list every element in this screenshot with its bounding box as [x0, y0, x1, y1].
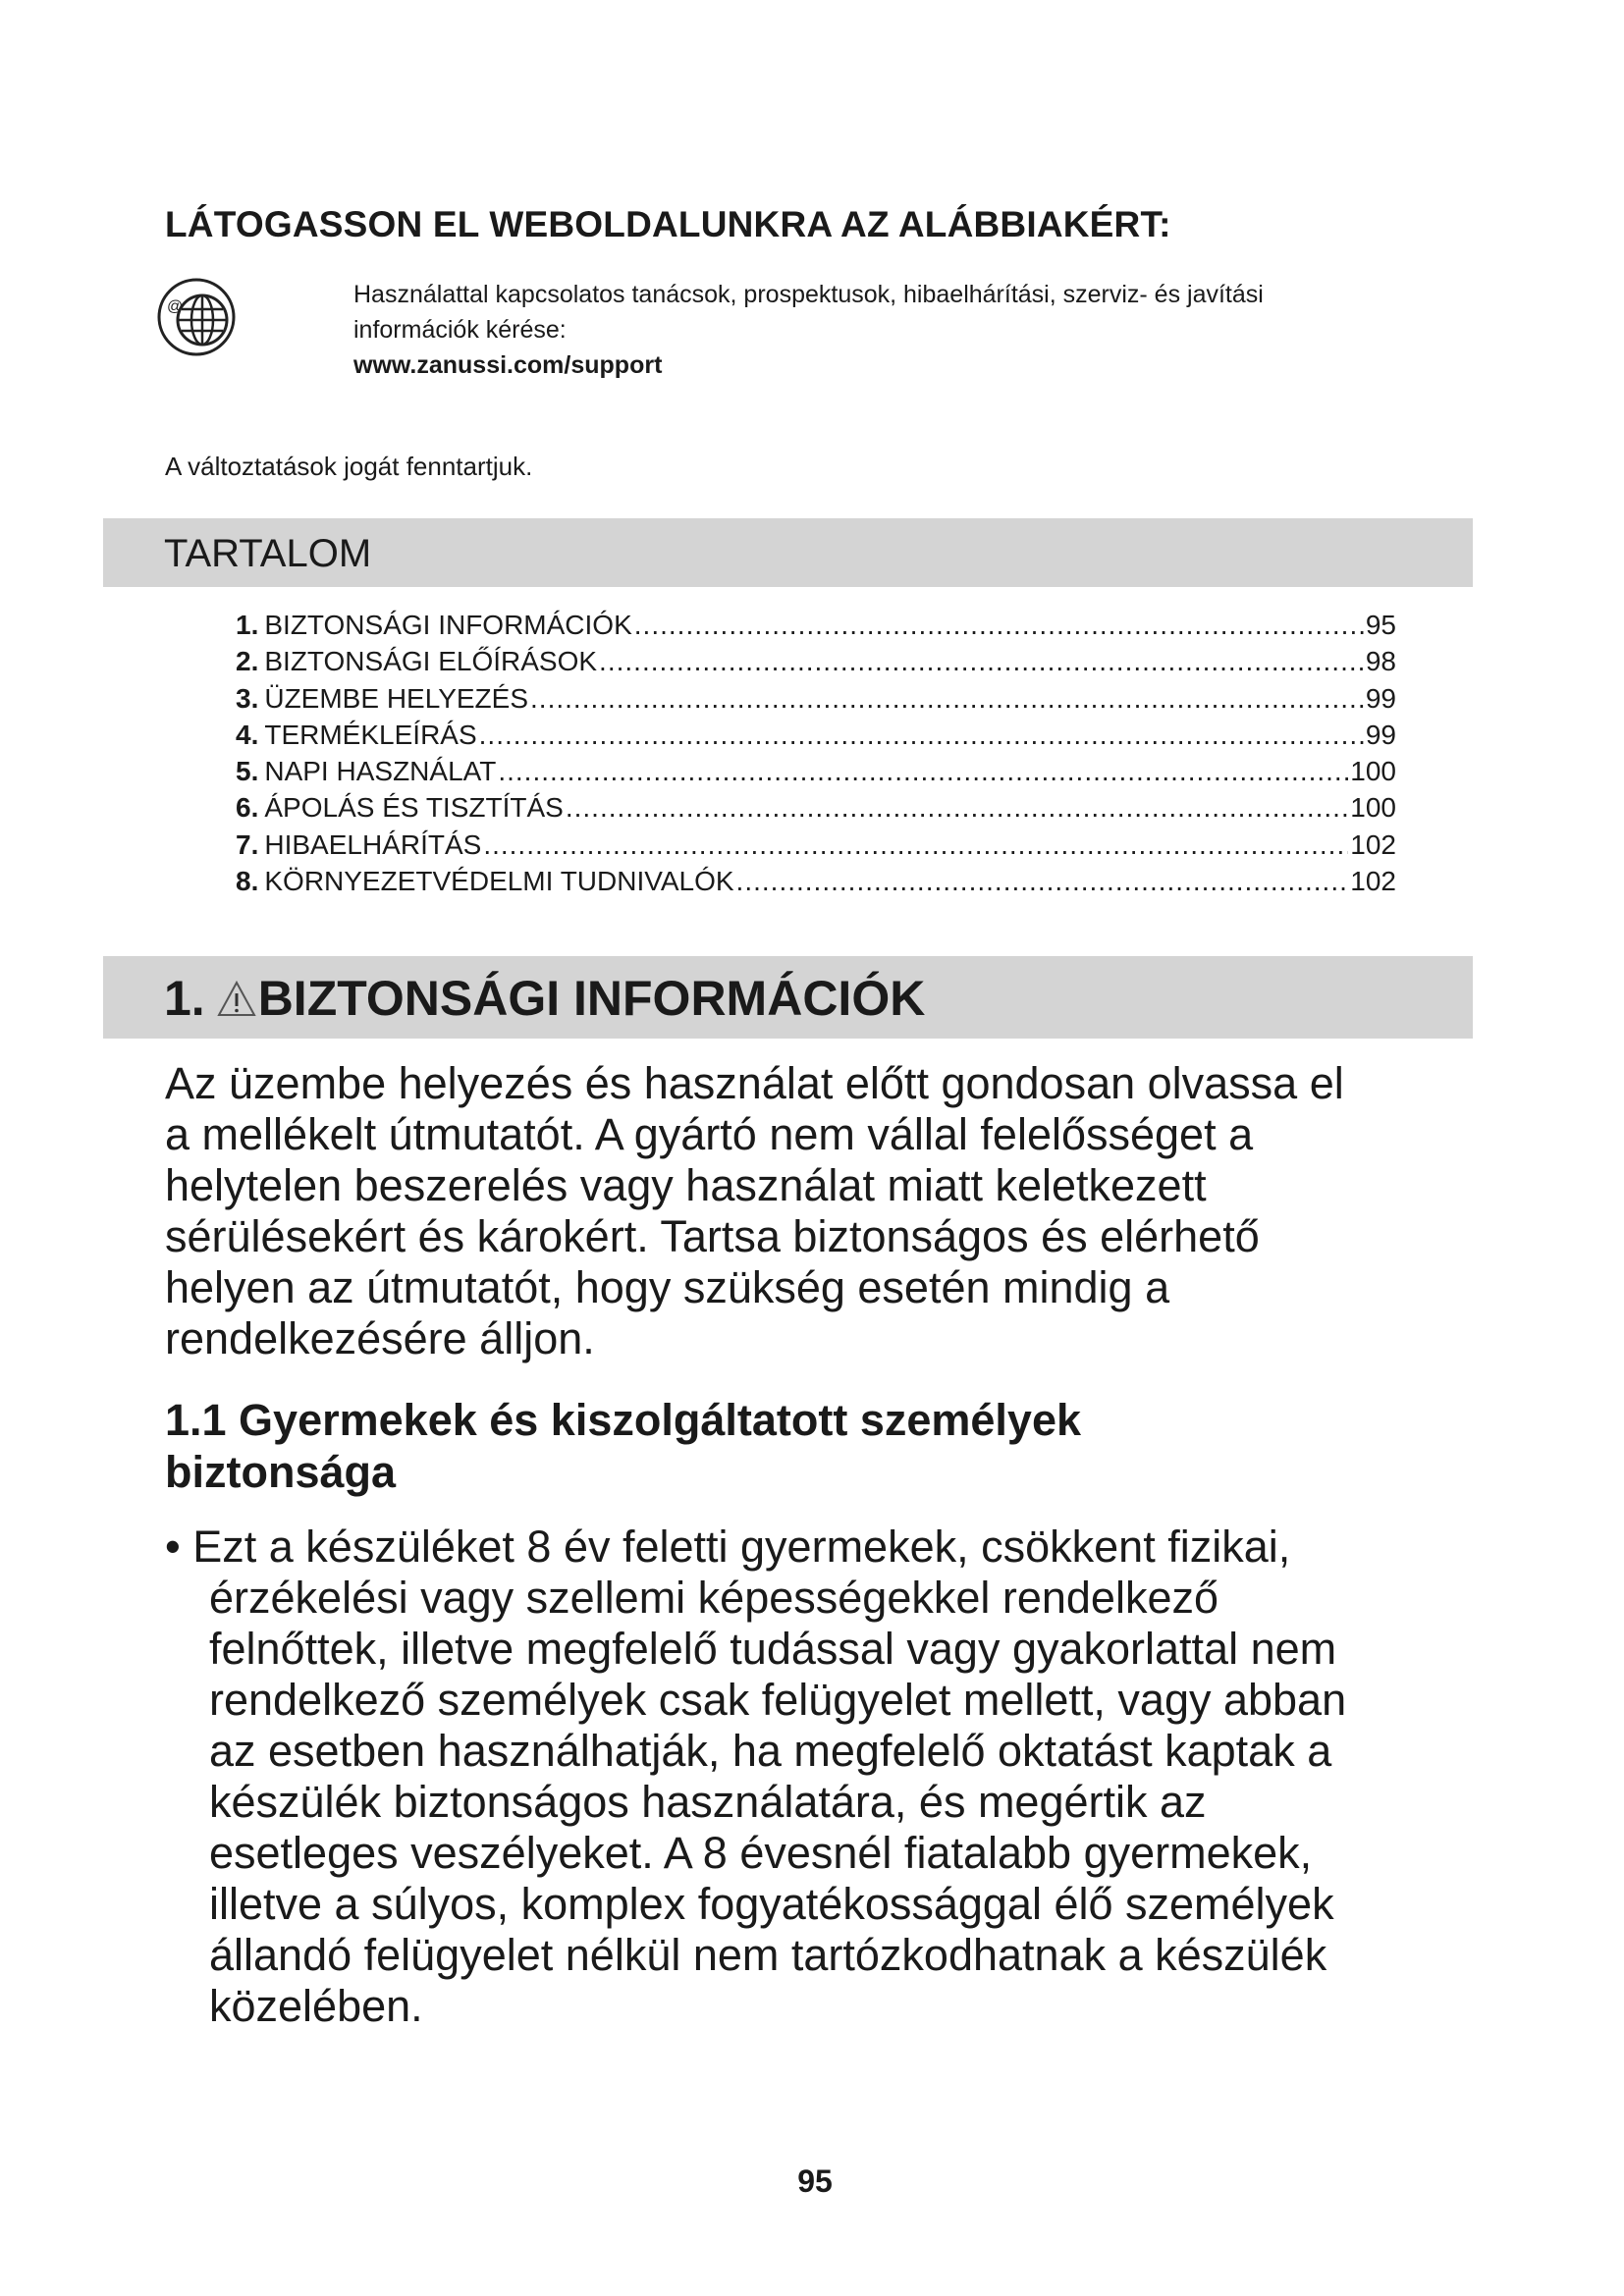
support-info-text: Használattal kapcsolatos tanácsok, prospektusok, hibaelhárítási, szerviz- és javítási — [353, 281, 1264, 308]
rights-reserved-note: A változtatások jogát fenntartjuk. — [165, 452, 533, 481]
toc-item[interactable] — [236, 827, 1396, 863]
page-number: 95 — [797, 2163, 833, 2199]
warning-icon — [217, 979, 256, 1018]
toc-item-label: HIBAELHÁRÍTÁS — [264, 828, 482, 860]
subsection-heading-line: biztonsága — [165, 1447, 397, 1497]
toc-item-label: NAPI HASZNÁLAT — [264, 756, 497, 787]
toc-item-label: ÜZEMBE HELYEZÉS — [264, 682, 529, 714]
intro-line: sérülésekért és károkért. Tartsa biztonságos és elérhető — [165, 1211, 1260, 1261]
toc-item-number: 4. — [236, 719, 259, 750]
toc-leader-dots — [566, 789, 1348, 826]
toc-item-label: BIZTONSÁGI INFORMÁCIÓK — [264, 610, 632, 640]
intro-line: helytelen beszerelés vagy használat miatt keletkezett — [165, 1160, 1207, 1210]
globe-at-icon — [153, 277, 244, 357]
bullet-line: rendelkező személyek csak felügyelet mellett, vagy abban — [209, 1675, 1347, 1725]
toc-item-label: ÁPOLÁS ÉS TISZTÍTÁS — [264, 792, 564, 824]
section-number: 1. — [164, 971, 205, 1026]
bullet-line: készülék biztonságos használatára, és megértik az — [209, 1777, 1207, 1827]
toc-item-number: 7. — [236, 828, 259, 860]
toc-item-page: 99 — [1365, 719, 1396, 750]
toc-leader-dots — [599, 643, 1364, 679]
section-title-text: BIZTONSÁGI INFORMÁCIÓK — [257, 971, 926, 1026]
support-info — [353, 277, 1264, 383]
toc-item-label: KÖRNYEZETVÉDELMI TUDNIVALÓK — [264, 866, 734, 897]
toc-item-page: 98 — [1365, 646, 1396, 677]
subsection-heading — [165, 1394, 1081, 1498]
toc-item-label: TERMÉKLEÍRÁS — [264, 719, 477, 750]
toc-leader-dots — [483, 827, 1348, 863]
intro-line: rendelkezésére álljon. — [165, 1313, 595, 1363]
support-url-link[interactable]: www.zanussi.com/support — [353, 351, 663, 379]
toc-item-number: 2. — [236, 646, 259, 677]
toc-item-page: 95 — [1365, 610, 1396, 640]
toc-leader-dots — [479, 717, 1364, 753]
toc-item[interactable] — [236, 717, 1396, 753]
toc-header-bar — [103, 518, 1473, 587]
toc-item[interactable] — [236, 607, 1396, 643]
toc-item[interactable] — [236, 680, 1396, 717]
toc-leader-dots — [736, 863, 1349, 899]
intro-line: a mellékelt útmutatót. A gyártó nem vállal felelősséget a — [165, 1109, 1254, 1159]
section-header-bar — [103, 956, 1473, 1039]
toc-item[interactable] — [236, 753, 1396, 789]
toc-item-page: 100 — [1350, 792, 1396, 824]
toc-leader-dots — [530, 680, 1364, 717]
toc-item-page: 102 — [1350, 866, 1396, 897]
toc-item-page: 100 — [1350, 756, 1396, 787]
support-info-text: információk kérése: — [353, 316, 567, 344]
bullet-line: érzékelési vagy szellemi képességekkel rendelkező — [209, 1573, 1219, 1623]
toc-item-label: BIZTONSÁGI ELŐÍRÁSOK — [264, 646, 598, 677]
toc-item[interactable] — [236, 863, 1396, 899]
toc-item-number: 1. — [236, 610, 259, 640]
toc-item[interactable] — [236, 643, 1396, 679]
toc-item-number: 8. — [236, 866, 259, 897]
bullet-line: esetleges veszélyeket. A 8 évesnél fiatalabb gyermekek, — [209, 1828, 1313, 1878]
svg-text:@: @ — [167, 298, 184, 315]
section-title — [164, 970, 925, 1027]
toc-item-page: 102 — [1350, 828, 1396, 860]
bullet-line: állandó felügyelet nélkül nem tartózkodhatnak a készülék — [209, 1930, 1327, 1980]
intro-line: Az üzembe helyezés és használat előtt gondosan olvassa el — [165, 1058, 1344, 1108]
toc-leader-dots — [634, 607, 1364, 643]
toc-item-page: 99 — [1365, 682, 1396, 714]
bullet-line: illetve a súlyos, komplex fogyatékossággal élő személyek — [209, 1879, 1334, 1929]
table-of-contents — [236, 607, 1396, 899]
toc-item-number: 5. — [236, 756, 259, 787]
bullet-line: az esetben használhatják, ha megfelelő oktatást kaptak a — [209, 1726, 1332, 1776]
toc-item-number: 3. — [236, 682, 259, 714]
visit-website-heading: LÁTOGASSON EL WEBOLDALUNKRA AZ ALÁBBIAKÉRT: — [165, 204, 1171, 244]
toc-item-number: 6. — [236, 792, 259, 824]
intro-line: helyen az útmutatót, hogy szükség esetén mindig a — [165, 1262, 1170, 1312]
bullet-paragraph — [165, 1522, 1346, 2032]
bullet-line: felnőttek, illetve megfelelő tudással vagy gyakorlattal nem — [209, 1624, 1337, 1674]
toc-leader-dots — [498, 753, 1348, 789]
bullet-line: • Ezt a készüléket 8 év feletti gyermekek, csökkent fizikai, — [165, 1522, 1291, 1572]
bullet-line: közelében. — [209, 1981, 423, 2031]
toc-item[interactable] — [236, 789, 1396, 826]
intro-paragraph — [165, 1058, 1344, 1364]
toc-title: TARTALOM — [164, 532, 372, 575]
subsection-heading-line: 1.1 Gyermekek és kiszolgáltatott személyek — [165, 1395, 1082, 1445]
